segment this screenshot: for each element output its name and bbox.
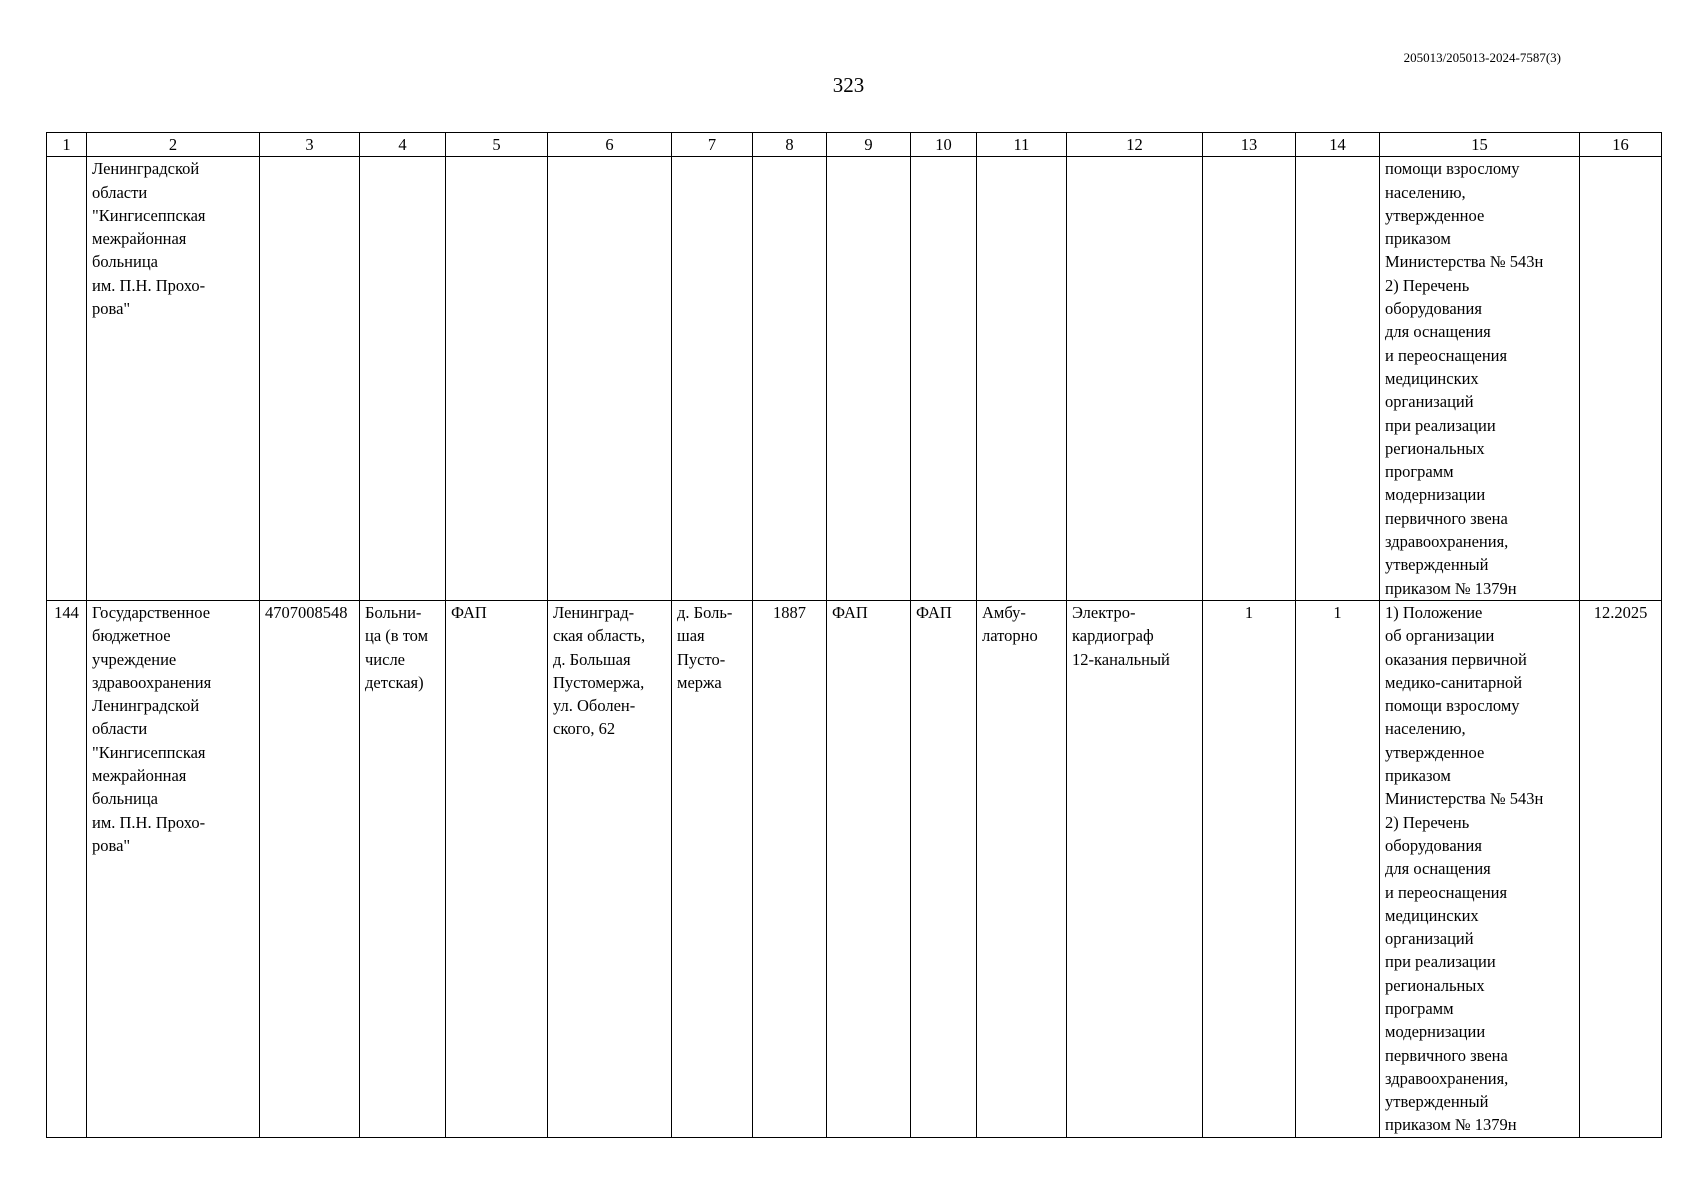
cell-text-line: приказом № 1379н (1385, 1115, 1517, 1135)
cell-text-line: помощи взрослому (1385, 159, 1520, 179)
cell-text-line: оказания первичной (1385, 649, 1527, 669)
column-header: 5 (446, 133, 548, 157)
cell-text-line: ца (в том (365, 626, 429, 646)
cell-text-line: Пустомержа, (553, 672, 645, 692)
cell-text-line: учреждение (92, 649, 177, 669)
column-header: 13 (1203, 133, 1296, 157)
table-row (47, 600, 1662, 1137)
population-cell (753, 157, 827, 601)
cell-text-line: при реализации (1385, 415, 1496, 435)
cell-text-line: медико-санитарной (1385, 672, 1523, 692)
column-header: 11 (977, 133, 1067, 157)
cell-text-line: населению, (1385, 182, 1466, 202)
cell-text-line: Амбу- (982, 602, 1026, 622)
deadline-cell (1580, 157, 1662, 601)
cell-text-line: здравоохранения, (1385, 532, 1509, 552)
cell-text-line: для оснащения (1385, 322, 1491, 342)
inn-cell: 4707008548 (260, 600, 360, 1137)
settlement-cell (672, 600, 753, 1137)
column-header: 4 (360, 133, 446, 157)
facility-type-cell (360, 600, 446, 1137)
document-id: 205013/205013-2024-7587(3) (1403, 50, 1561, 65)
address-cell (548, 600, 672, 1137)
cell-text-line: для оснащения (1385, 859, 1491, 879)
cell-text-line: об организации (1385, 626, 1495, 646)
cell-text-line: при реализации (1385, 952, 1496, 972)
unit-type-cell: ФАП (446, 600, 548, 1137)
column-header: 9 (827, 133, 911, 157)
column-header: 2 (87, 133, 260, 157)
cell-text-line: 2) Перечень (1385, 275, 1470, 295)
cell-text-line: первичного звена (1385, 508, 1508, 528)
column-header: 16 (1580, 133, 1662, 157)
cell-text-line: 2) Перечень (1385, 812, 1470, 832)
page-number: 323 (832, 73, 865, 97)
unit-type-cell (446, 157, 548, 601)
column-header: 10 (911, 133, 977, 157)
cell-text-line: Ленинградской (92, 159, 200, 179)
cell-text-line: программ (1385, 998, 1454, 1018)
cell-text-line: мержа (677, 672, 722, 692)
cell-text-line: населению, (1385, 719, 1466, 739)
unit-profile-cell: ФАП (827, 600, 911, 1137)
cell-text-line: области (92, 182, 148, 202)
table-body (47, 157, 1662, 1137)
row-number-cell (47, 157, 87, 601)
organization-name-cell (87, 157, 260, 601)
inn-cell (260, 157, 360, 601)
deadline-cell: 12.2025 (1580, 600, 1662, 1137)
settlement-cell (672, 157, 753, 601)
cell-text-line: кардиограф (1072, 626, 1154, 646)
cell-text-line: 1) Положение (1385, 602, 1483, 622)
cell-text-line: и переоснащения (1385, 882, 1508, 902)
cell-text-line: Ленинград- (553, 602, 635, 622)
cell-text-line: и переоснащения (1385, 345, 1508, 365)
cell-text-line: больница (92, 252, 158, 272)
cell-text-line: им. П.Н. Прохо- (92, 275, 206, 295)
cell-text-line: здравоохранения, (1385, 1068, 1509, 1088)
cell-text-line: оборудования (1385, 299, 1482, 319)
equipment-registry-table (46, 132, 1662, 1138)
cell-text-line: "Кингисеппская (92, 742, 206, 762)
quantity-cell (1203, 157, 1296, 601)
column-header: 14 (1296, 133, 1380, 157)
cell-text-line: межрайонная (92, 229, 187, 249)
cell-text-line: Электро- (1072, 602, 1136, 622)
cell-text-line: рова" (92, 299, 131, 319)
cell-text-line: Министерства № 543н (1385, 252, 1544, 272)
cell-text-line: детская) (365, 672, 424, 692)
cell-text-line: оборудования (1385, 835, 1482, 855)
cell-text-line: утвержденное (1385, 742, 1485, 762)
column-header: 12 (1067, 133, 1203, 157)
cell-text-line: д. Боль- (677, 602, 733, 622)
cell-text-line: организаций (1385, 392, 1474, 412)
cell-text-line: региональных (1385, 975, 1485, 995)
cell-text-line: приказом (1385, 766, 1451, 786)
column-header: 6 (548, 133, 672, 157)
column-header: 1 (47, 133, 87, 157)
cell-text-line: 12-канальный (1072, 649, 1170, 669)
cell-text-line: больница (92, 789, 158, 809)
cell-text-line: региональных (1385, 438, 1485, 458)
cell-text-line: бюджетное (92, 626, 171, 646)
facility-type-cell (360, 157, 446, 601)
column-header: 8 (753, 133, 827, 157)
cell-text-line: приказом (1385, 229, 1451, 249)
cell-text-line: медицинских (1385, 905, 1479, 925)
cell-text-line: им. П.Н. Прохо- (92, 812, 206, 832)
cell-text-line: Министерства № 543н (1385, 789, 1544, 809)
cell-text-line: первичного звена (1385, 1045, 1508, 1065)
care-conditions-cell (977, 157, 1067, 601)
cell-text-line: утвержденный (1385, 1092, 1489, 1112)
cell-text-line: области (92, 719, 148, 739)
organization-name-cell (87, 600, 260, 1137)
cell-text-line: Ленинградской (92, 696, 200, 716)
cell-text-line: д. Большая (553, 649, 631, 669)
cell-text-line: шая (677, 626, 705, 646)
cell-text-line: здравоохранения (92, 672, 212, 692)
cell-text-line: ская область, (553, 626, 646, 646)
address-cell (548, 157, 672, 601)
cell-text-line: латорно (982, 626, 1038, 646)
cell-text-line: Больни- (365, 602, 422, 622)
equipment-name-cell (1067, 600, 1203, 1137)
quantity-cell: 1 (1203, 600, 1296, 1137)
regulation-basis-cell (1380, 157, 1580, 601)
population-cell: 1887 (753, 600, 827, 1137)
column-header: 7 (672, 133, 753, 157)
cell-text-line: числе (365, 649, 406, 669)
cell-text-line: приказом № 1379н (1385, 578, 1517, 598)
cell-text-line: модернизации (1385, 1022, 1486, 1042)
row-number-cell: 144 (47, 600, 87, 1137)
cell-text-line: утвержденный (1385, 555, 1489, 575)
column-header: 15 (1380, 133, 1580, 157)
cell-text-line: ул. Оболен- (553, 696, 636, 716)
cell-text-line: помощи взрослому (1385, 696, 1520, 716)
cell-text-line: Пусто- (677, 649, 726, 669)
quantity-total-cell (1296, 157, 1380, 601)
column-number-row (47, 133, 1662, 157)
quantity-total-cell: 1 (1296, 600, 1380, 1137)
cell-text-line: "Кингисеппская (92, 205, 206, 225)
unit-profile-cell (827, 157, 911, 601)
table-row (47, 157, 1662, 601)
regulation-basis-cell (1380, 600, 1580, 1137)
cell-text-line: медицинских (1385, 368, 1479, 388)
cell-text-line: рова" (92, 835, 131, 855)
unit-kind-cell: ФАП (911, 600, 977, 1137)
cell-text-line: межрайонная (92, 766, 187, 786)
cell-text-line: программ (1385, 462, 1454, 482)
cell-text-line: ского, 62 (553, 719, 616, 739)
equipment-name-cell (1067, 157, 1203, 601)
unit-kind-cell (911, 157, 977, 601)
care-conditions-cell (977, 600, 1067, 1137)
column-header: 3 (260, 133, 360, 157)
cell-text-line: утвержденное (1385, 205, 1485, 225)
cell-text-line: организаций (1385, 929, 1474, 949)
cell-text-line: Государственное (92, 602, 211, 622)
cell-text-line: модернизации (1385, 485, 1486, 505)
